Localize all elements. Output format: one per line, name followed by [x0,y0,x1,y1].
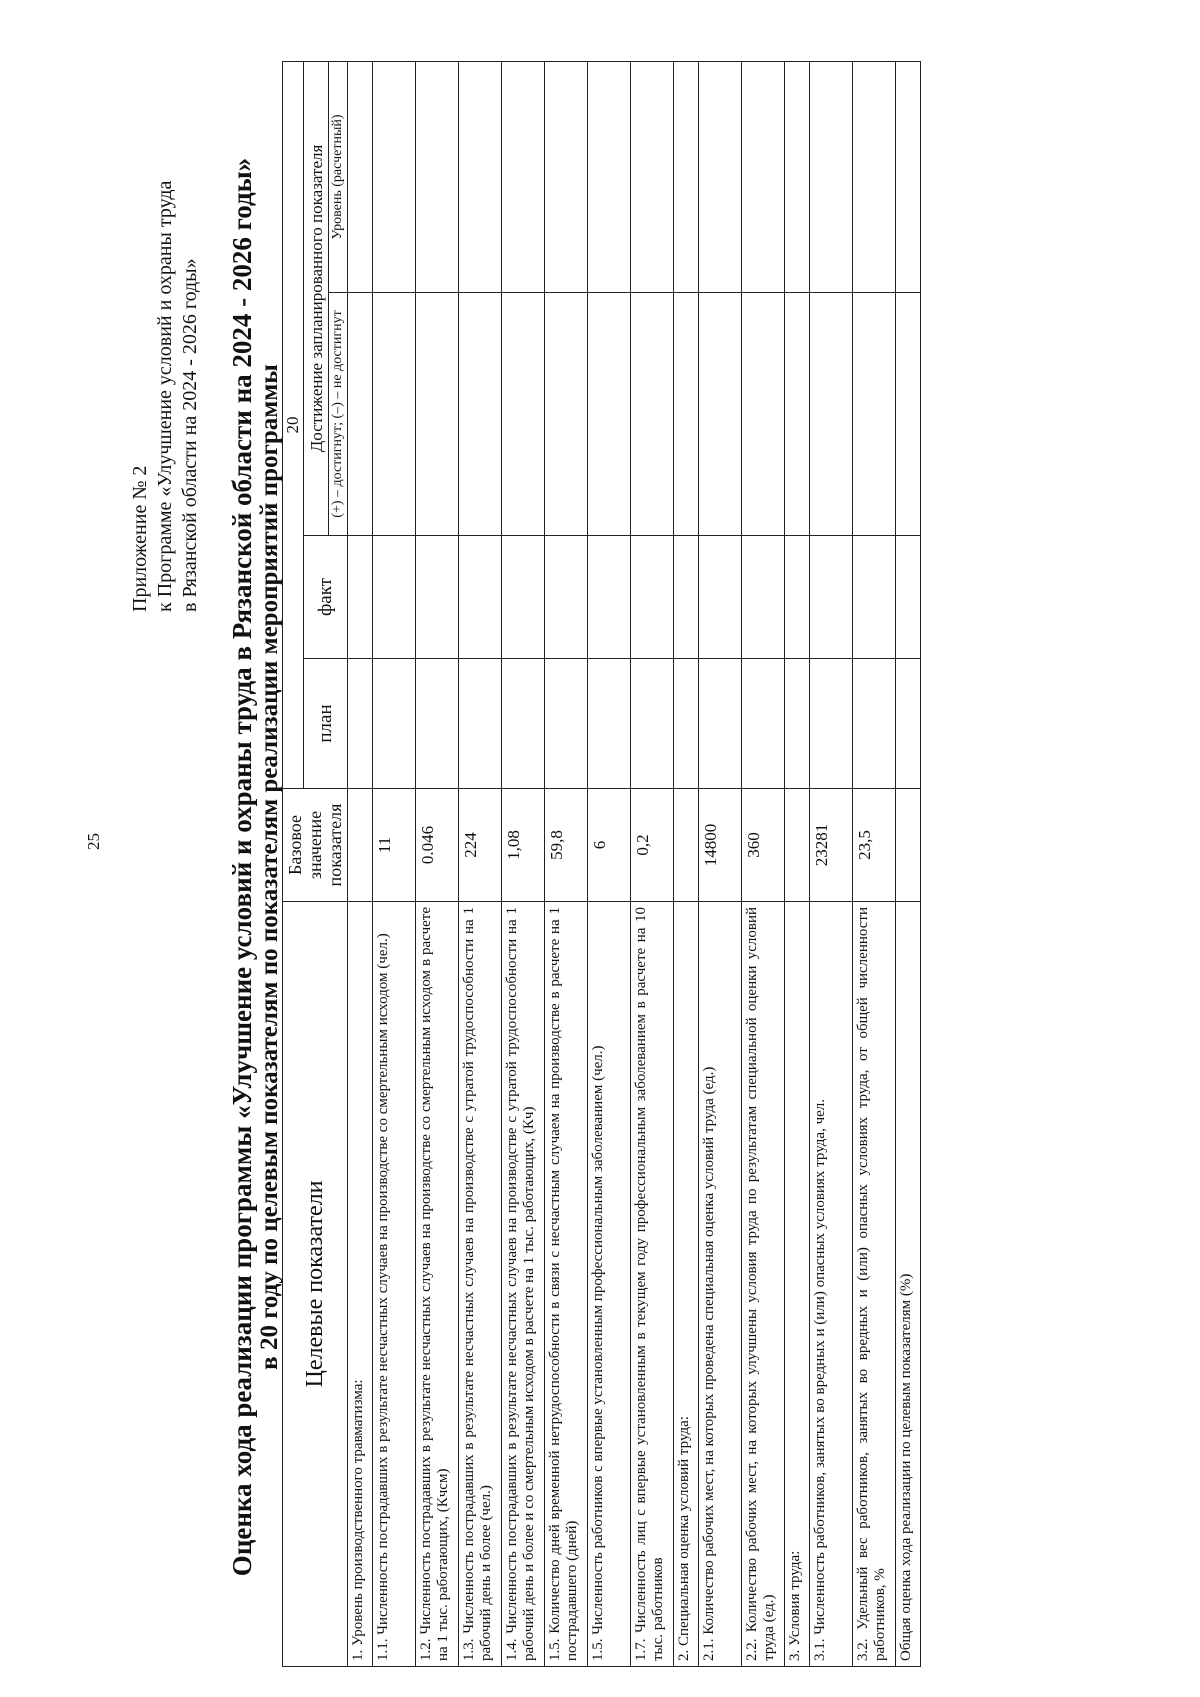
fact-cell [674,536,699,659]
plan-cell [853,659,896,789]
reached-cell [588,293,631,536]
reached-cell [785,293,810,536]
base-value-cell [674,789,699,902]
indicator-cell: 1.2. Численность пострадавших в результате несчастных случаев на производстве со смертельным исходом в расчете на 1 тыс. работающих, (Кчсм) [416,902,459,1667]
indicator-cell: 2.1. Количество рабочих мест, на которых проведена специальная оценка условий труда (ед.) [699,902,742,1667]
level-cell [742,62,785,293]
plan-cell [631,659,674,789]
plan-cell [348,659,373,789]
header-achievement: Достижение запланированного показателя [304,62,329,536]
level-cell [545,62,588,293]
fact-cell [459,536,502,659]
level-cell [699,62,742,293]
fact-cell [810,536,853,659]
level-cell [502,62,545,293]
reached-cell [416,293,459,536]
level-cell [674,62,699,293]
reached-cell [699,293,742,536]
level-cell [373,62,416,293]
level-cell [588,62,631,293]
document-title [228,67,284,1667]
plan-cell [416,659,459,789]
table-row [853,62,896,1667]
level-cell [785,62,810,293]
plan-cell [588,659,631,789]
indicator-cell: 1.7. Численность лиц с впервые установленным в текущем году профессиональным заболеванием в расчете на 10 тыс. работников [631,902,674,1667]
indicator-cell: 3.1. Численность работников, занятых во вредных и (или) опасных условиях труда, чел. [810,902,853,1667]
indicator-cell: 2. Специальная оценка условий труда: [674,902,699,1667]
fact-cell [588,536,631,659]
plan-cell [545,659,588,789]
plan-cell [810,659,853,789]
table-row [588,62,631,1667]
indicator-cell: 1.3. Численность пострадавших в результате несчастных случаев на производстве с утратой трудоспособности на 1 рабочий день и более (чел.) [459,902,502,1667]
appendix-line-1: Приложение № 2 [129,465,151,612]
table-row [896,62,921,1667]
plan-cell [373,659,416,789]
fact-cell [631,536,674,659]
reached-cell [459,293,502,536]
level-cell [348,62,373,293]
base-value-cell: 1,08 [502,789,545,902]
reached-cell [896,293,921,536]
table-row [348,62,373,1667]
appendix-note [128,181,203,612]
indicator-cell: 3.2. Удельный вес работников, занятых во вредных и (или) опасных условиях труда, от общей численности работников, % [853,902,896,1667]
reached-cell [742,293,785,536]
base-value-cell: 23281 [810,789,853,902]
base-value-cell: 14800 [699,789,742,902]
reached-cell [373,293,416,536]
appendix-line-3: в Рязанской области на 2024 - 2026 годы» [179,258,201,612]
header-level: Уровень (расчетный) [329,62,348,293]
title-line-1: Оценка хода реализации программы «Улучшение условий и охраны труда в Рязанской области на 2024 - 2026 годы» [227,157,257,1577]
level-cell [631,62,674,293]
fact-cell [416,536,459,659]
page-number: 25 [84,833,103,850]
level-cell [810,62,853,293]
plan-cell [699,659,742,789]
level-cell [459,62,502,293]
header-year: 20 [283,62,304,789]
fact-cell [742,536,785,659]
plan-cell [674,659,699,789]
reached-cell [502,293,545,536]
table-row [742,62,785,1667]
fact-cell [373,536,416,659]
base-value-cell: 23,5 [853,789,896,902]
level-cell [853,62,896,293]
indicator-cell: 1.5. Численность работников с впервые установленным профессиональным заболеванием (чел.) [588,902,631,1667]
indicator-cell: 1.1. Численность пострадавших в результате несчастных случаев на производстве со смертельным исходом (чел.) [373,902,416,1667]
fact-cell [545,536,588,659]
level-cell [416,62,459,293]
table-row [545,62,588,1667]
base-value-cell [348,789,373,902]
table-row [416,62,459,1667]
reached-cell [853,293,896,536]
base-value-cell: 0,2 [631,789,674,902]
reached-cell [545,293,588,536]
table-row [459,62,502,1667]
base-value-cell [896,789,921,902]
table-row [810,62,853,1667]
indicator-cell: 2.2. Количество рабочих мест, на которых улучшены условия труда по результатам специальной оценки условий труда (ед.) [742,902,785,1667]
header-base-value: Базовое значение показателя [283,789,348,902]
header-reached: (+) – достигнут; (–) – не достигнут [329,293,348,536]
fact-cell [348,536,373,659]
base-value-cell: 59,8 [545,789,588,902]
header-fact: факт [304,536,348,659]
base-value-cell: 6 [588,789,631,902]
reached-cell [674,293,699,536]
base-value-cell [785,789,810,902]
header-indicators: Целевые показатели [283,902,348,1667]
indicator-cell: 1.5. Количество дней временной нетрудоспособности в связи с несчастным случаем на производстве в расчете на 1 пострадавшего (дней) [545,902,588,1667]
table-row [785,62,810,1667]
table-row [699,62,742,1667]
base-value-cell: 11 [373,789,416,902]
appendix-line-2: к Программе «Улучшение условий и охраны труда [154,180,176,612]
fact-cell [502,536,545,659]
indicator-cell: 1. Уровень производственного травматизма: [348,902,373,1667]
indicators-table [282,61,921,1667]
indicator-cell: 1.4. Численность пострадавших в результате несчастных случаев на производстве с утратой трудоспособности на 1 рабочий день и более и со смертельным исходом в расчете на 1 тыс. работающих, (Кч) [502,902,545,1667]
table-row [502,62,545,1667]
table-row [631,62,674,1667]
indicator-cell: 3. Условия труда: [785,902,810,1667]
fact-cell [699,536,742,659]
title-line-2: в 20 году по целевым показателям по показателям реализации мероприятий программы [256,364,283,1370]
reached-cell [810,293,853,536]
fact-cell [896,536,921,659]
base-value-cell: 224 [459,789,502,902]
level-cell [896,62,921,293]
fact-cell [785,536,810,659]
plan-cell [896,659,921,789]
header-plan: план [304,659,348,789]
table-row [373,62,416,1667]
base-value-cell: 360 [742,789,785,902]
plan-cell [502,659,545,789]
table-row [674,62,699,1667]
plan-cell [785,659,810,789]
reached-cell [631,293,674,536]
base-value-cell: 0.046 [416,789,459,902]
fact-cell [853,536,896,659]
plan-cell [742,659,785,789]
reached-cell [348,293,373,536]
plan-cell [459,659,502,789]
indicator-cell: Общая оценка хода реализации по целевым показателям (%) [896,902,921,1667]
